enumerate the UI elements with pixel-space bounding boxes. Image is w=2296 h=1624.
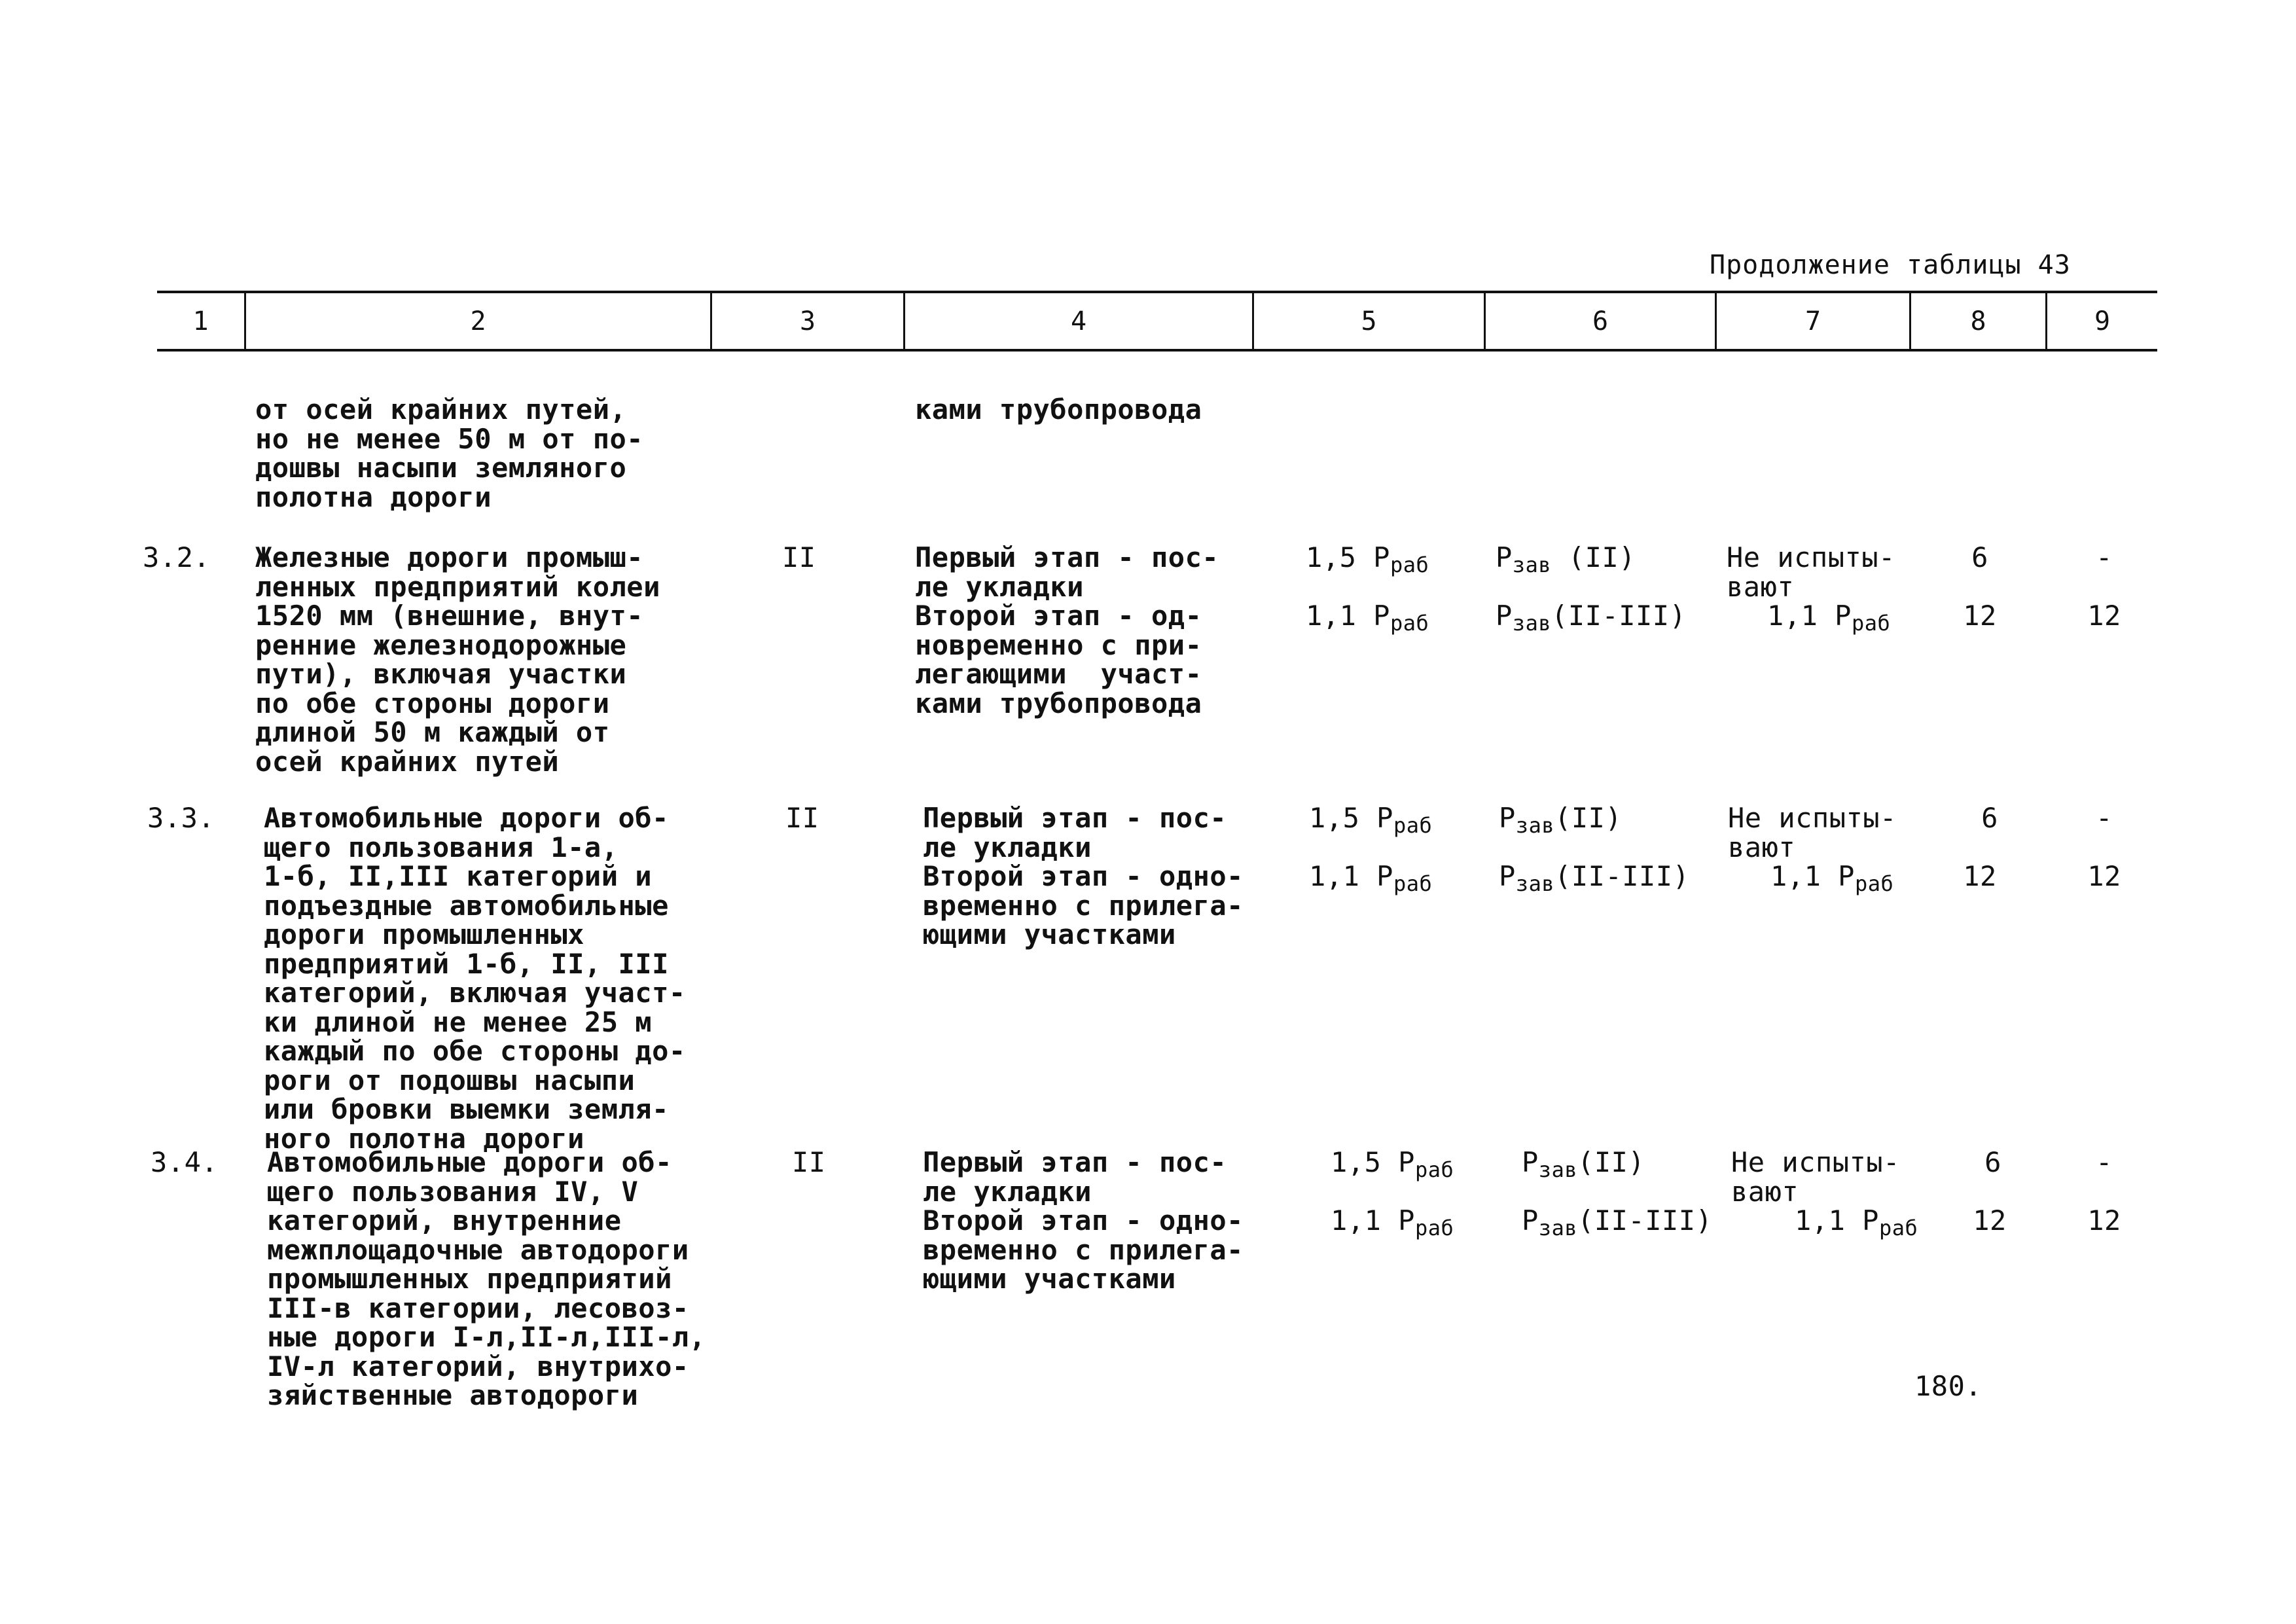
col9-stage-2: 12 — [2087, 1204, 2121, 1236]
stage-1-text: Первый этап - пос- ле укладки — [923, 802, 1227, 863]
row-number: 3.4. — [151, 1146, 219, 1178]
header-col-5: 5 — [1361, 306, 1377, 336]
row-category: II — [792, 1146, 826, 1178]
col7-stage-1: Не испыты- вают — [1728, 802, 1897, 863]
stage-1-text: Первый этап - пос- ле укладки — [915, 541, 1219, 603]
row-category: II — [785, 802, 819, 834]
col7-stage-2: 1,1 $P_{раб}$ — [1795, 1204, 1918, 1240]
header-top-rule — [157, 291, 2157, 293]
col8-stage-1: 6 — [1984, 1146, 2001, 1178]
col9-stage-1: - — [2096, 1146, 2113, 1178]
col8-stage-2: 12 — [1973, 1204, 2007, 1236]
header-col-9: 9 — [2094, 306, 2111, 336]
header-col-6: 6 — [1592, 306, 1609, 336]
col7-stage-2: 1,1 $P_{раб}$ — [1770, 860, 1894, 896]
col8-stage-2: 12 — [1963, 600, 1997, 632]
stage-1-text: Первый этап - пос- ле укладки — [923, 1146, 1227, 1208]
header-col-3: 3 — [799, 306, 816, 336]
row-number: 3.2. — [143, 541, 211, 573]
table-caption: Продолжение таблицы 43 — [1710, 250, 2071, 280]
col8-stage-2: 12 — [1963, 860, 1997, 892]
col9-stage-2: 12 — [2087, 860, 2121, 892]
row-description: Автомобильные дороги об- щего пользования IV, V категорий, внутренние межплощадочные автодороги промышленных предприятий III-в категории, лесовоз- ные дороги I-л,II-л,III-л, IV-л категорий, внутрихо- зяйственные автодороги — [267, 1146, 706, 1411]
col7-stage-1: Не испыты- вают — [1731, 1146, 1900, 1208]
factory-pressure-stage-2: $P_{зав}(II-III)$ — [1496, 600, 1687, 636]
col8-stage-1: 6 — [1971, 541, 1988, 573]
col7-stage-2: 1,1 $P_{раб}$ — [1767, 600, 1891, 636]
test-pressure-stage-1: 1,5 $P_{раб}$ — [1331, 1146, 1454, 1182]
factory-pressure-stage-2: $P_{зав}(II-III)$ — [1499, 860, 1690, 896]
header-col-1: 1 — [192, 306, 209, 336]
row-category: II — [782, 541, 816, 573]
header-col-7: 7 — [1804, 306, 1821, 336]
test-pressure-stage-1: 1,5 $P_{раб}$ — [1306, 541, 1429, 577]
col9-stage-1: - — [2096, 541, 2113, 573]
factory-pressure-stage-2: $P_{зав}(II-III)$ — [1522, 1204, 1713, 1240]
page-number: 180. — [1914, 1370, 1982, 1402]
row-description: Железные дороги промыш- ленных предприятий колеи 1520 мм (внешние, внут- ренние железнодорожные пути), включая участки по обе стороны дороги длиной 50 м каждый от осей крайних путей — [255, 541, 660, 778]
header-col-2: 2 — [470, 306, 486, 336]
col7-stage-1: Не испыты- вают — [1727, 541, 1895, 603]
factory-pressure-stage-1: $P_{зав}$ (II) — [1496, 541, 1636, 577]
test-pressure-stage-1: 1,5 $P_{раб}$ — [1309, 802, 1433, 838]
header-bottom-rule — [157, 349, 2157, 352]
test-pressure-stage-2: 1,1 $P_{раб}$ — [1309, 860, 1433, 896]
col9-stage-2: 12 — [2087, 600, 2121, 632]
stage-2-text: Второй этап - одно- временно с прилега- ющими участками — [923, 860, 1244, 950]
row-number: 3.3. — [147, 802, 215, 834]
stage-2-text: Второй этап - од- новременно с при- легающими участ- ками трубопровода — [915, 600, 1202, 719]
test-pressure-stage-2: 1,1 $P_{раб}$ — [1331, 1204, 1454, 1240]
header-col-8: 8 — [1970, 306, 1986, 336]
stage-2-text: Второй этап - одно- временно с прилега- ющими участками — [923, 1204, 1244, 1295]
factory-pressure-stage-1: $P_{зав}(II)$ — [1499, 802, 1623, 838]
test-pressure-stage-2: 1,1 $P_{раб}$ — [1306, 600, 1429, 636]
factory-pressure-stage-1: $P_{зав}(II)$ — [1522, 1146, 1645, 1182]
continuation-description: от осей крайних путей, но не менее 50 м от по- дошвы насыпи земляного полотна дороги — [255, 393, 644, 513]
header-col-4: 4 — [1070, 306, 1087, 336]
continuation-stage: ками трубопровода — [915, 393, 1202, 425]
col8-stage-1: 6 — [1981, 802, 1998, 834]
col9-stage-1: - — [2096, 802, 2113, 834]
row-description: Автомобильные дороги об- щего пользования 1-а, 1-б, II,III категорий и подъездные автомобильные дороги промышленных предприятий 1-б, II, III категорий, включая участ- ки длиной не менее 25 м каждый по обе стороны до- роги от подошвы насыпи или бровки выемки земля- ного полотна дороги — [264, 802, 686, 1155]
